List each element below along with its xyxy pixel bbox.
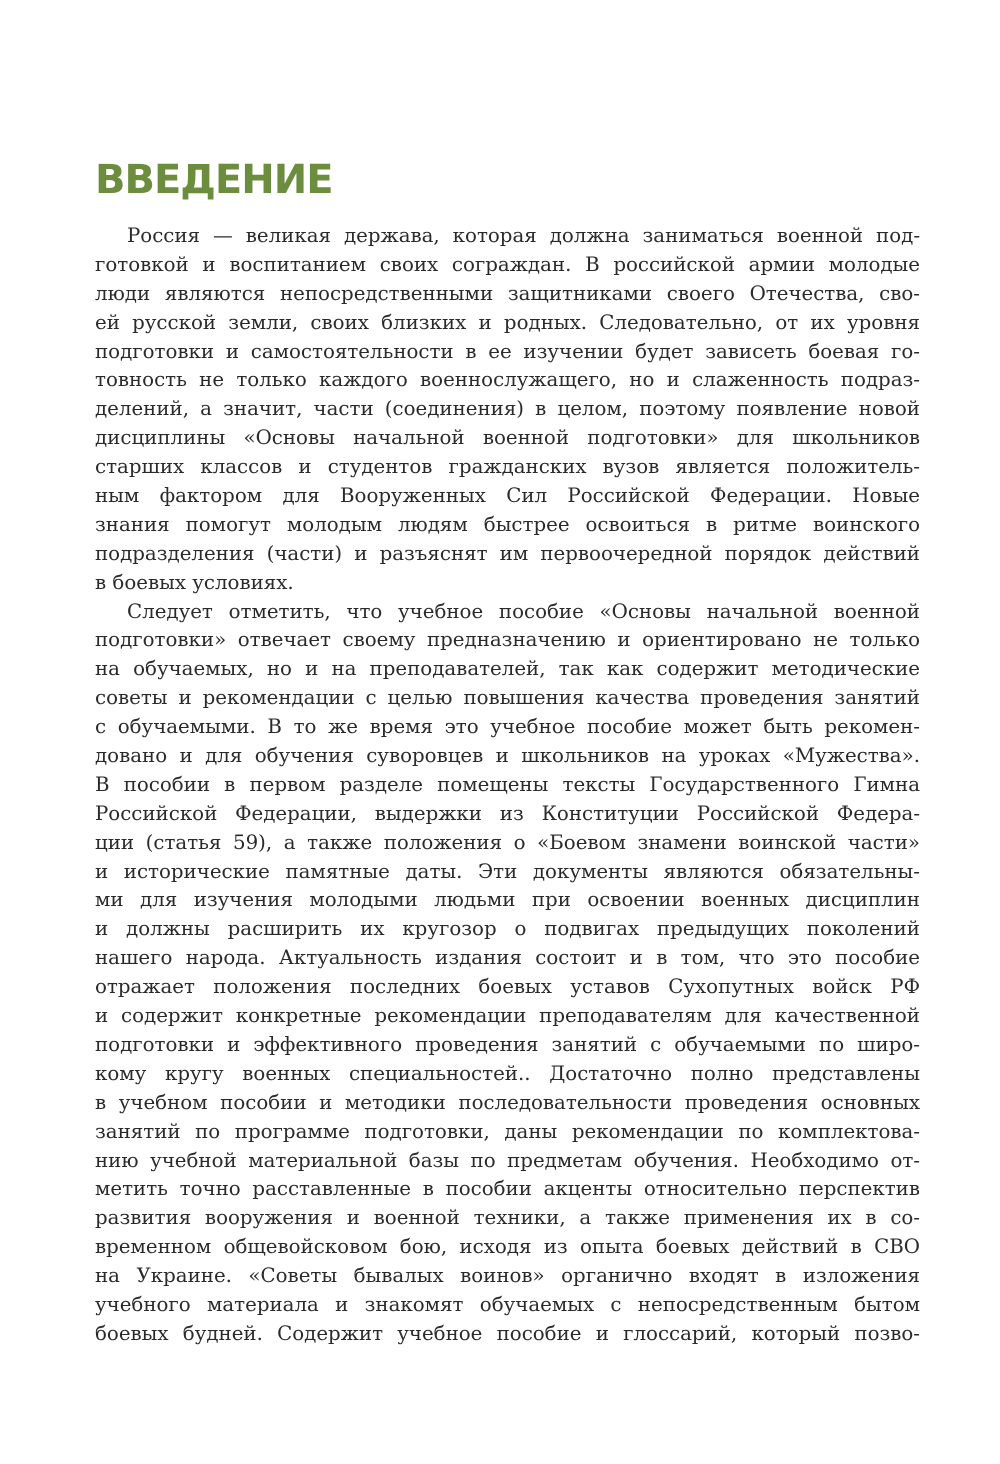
text-line: нашего народа. Актуальность издания состоит и в том, что это пособие	[95, 946, 920, 970]
paragraph-1	[95, 222, 920, 598]
text-line: Следует отметить, что учебное пособие «Основы начальной военной	[127, 599, 920, 623]
text-line: с обучаемыми. В то же время это учебное пособие может быть рекомен-	[95, 715, 920, 739]
text-line: подразделения (части) и разъяснят им первоочередной порядок действий	[95, 541, 920, 565]
text-line: в боевых условиях.	[95, 570, 294, 594]
page-title: ВВЕДЕНИЕ	[95, 157, 333, 203]
text-line: ции (статья 59), а также положения о «Боевом знамени воинской части»	[95, 830, 920, 854]
text-line: готовкой и воспитанием своих сограждан. В российской армии молодые	[95, 252, 920, 276]
text-line: делений, а значит, части (соединения) в целом, поэтому появление новой	[95, 397, 920, 421]
paragraph-2	[95, 598, 920, 1349]
text-line: в учебном пособии и методики последовательности проведения основных	[95, 1090, 920, 1114]
text-line: Россия — великая держава, которая должна заниматься военной под-	[127, 224, 920, 247]
text-line: занятий по программе подготовки, даны рекомендации по комплектова-	[95, 1119, 920, 1143]
text-line: Российской Федерации, выдержки из Конституции Российской Федера-	[95, 801, 920, 825]
text-line: товность не только каждого военнослужащего, но и слаженность подраз-	[95, 368, 920, 392]
text-line: ей русской земли, своих близких и родных. Следовательно, от их уровня	[95, 310, 920, 334]
text-line: советы и рекомендации с целью повышения качества проведения занятий	[95, 686, 920, 710]
text-line: знания помогут молодым людям быстрее освоиться в ритме воинского	[95, 512, 920, 536]
text-line: кому кругу военных специальностей.. Достаточно полно представлены	[95, 1061, 920, 1085]
text-line: подготовки и самостоятельности в ее изучении будет зависеть боевая го-	[95, 339, 920, 363]
text-line: боевых будней. Содержит учебное пособие и глоссарий, который позво-	[95, 1321, 920, 1345]
text-line: подготовки» отвечает своему предназначению и ориентировано не только	[95, 628, 920, 652]
text-line: люди являются непосредственными защитниками своего Отечества, сво-	[95, 281, 920, 305]
body-text	[95, 222, 920, 1349]
text-line: нию учебной материальной базы по предметам обучения. Необходимо от-	[95, 1148, 920, 1172]
text-line: метить точно расставленные в пособии акценты относительно перспектив	[95, 1177, 920, 1201]
text-line: и содержит конкретные рекомендации преподавателям для качественной	[95, 1004, 920, 1028]
text-line: дисциплины «Основы начальной военной подготовки» для школьников	[95, 426, 920, 450]
text-line: развития вооружения и военной техники, а также применения их в со-	[95, 1206, 920, 1230]
text-line: учебного материала и знакомят обучаемых с непосредственным бытом	[95, 1292, 920, 1316]
text-line: ми для изучения молодыми людьми при освоении военных дисциплин	[95, 888, 920, 912]
text-line: и должны расширить их кругозор о подвигах предыдущих поколений	[95, 917, 920, 941]
text-line: на обучаемых, но и на преподавателей, так как содержит методические	[95, 657, 920, 681]
text-line: временном общевойсковом бою, исходя из опыта боевых действий в СВО	[95, 1235, 920, 1259]
text-line: В пособии в первом разделе помещены тексты Государственного Гимна	[95, 772, 920, 796]
text-line: старших классов и студентов гражданских вузов является положитель-	[95, 455, 920, 479]
text-line: ным фактором для Вооруженных Сил Российской Федерации. Новые	[95, 484, 920, 508]
text-line: на Украине. «Советы бывалых воинов» органично входят в изложения	[95, 1264, 920, 1288]
text-line: подготовки и эффективного проведения занятий с обучаемыми по широ-	[95, 1032, 920, 1056]
text-line: и исторические памятные даты. Эти документы являются обязательны-	[95, 859, 920, 883]
text-line: отражает положения последних боевых уставов Сухопутных войск РФ	[95, 975, 920, 999]
text-line: довано и для обучения суворовцев и школьников на уроках «Мужества».	[95, 744, 920, 768]
